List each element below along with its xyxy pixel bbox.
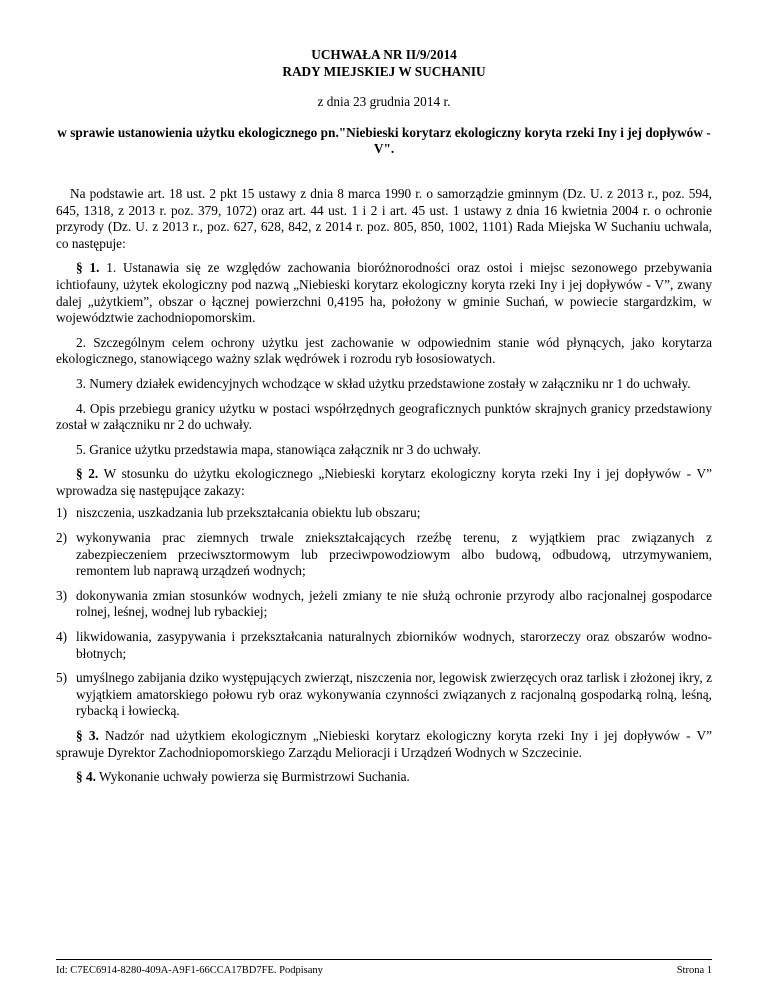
section-1-paragraph-4: 4. Opis przebiegu granicy użytku w postaci współrzędnych geograficznych punktów skrajnych granicy przedstawiony został w załączniku nr 2 do uchwały. — [56, 400, 712, 433]
resolution-title — [56, 47, 712, 80]
list-item — [56, 629, 712, 662]
list-item — [56, 588, 712, 621]
section-2-text: W stosunku do użytku ekologicznego „Niebieski korytarz ekologiczny koryta rzeki Iny i jej dopływów - V” wprowadza się następujące zakazy: — [56, 466, 712, 498]
list-item — [56, 670, 712, 720]
section-1-paragraph-3: 3. Numery działek ewidencyjnych wchodzące w skład użytku przedstawione zostały w załączniku nr 1 do uchwały. — [76, 375, 691, 391]
page-number: Strona 1 — [676, 965, 712, 976]
legal-basis: Na podstawie art. 18 ust. 2 pkt 15 ustawy z dnia 8 marca 1990 r. o samorządzie gminnym (Dz. U. z 2013 r., poz. 594, 645, 1318, z 2013 r. poz. 379, 1072) oraz art. 44 ust. 1 i 2 i art. 45 ust. 1 ustawy z dnia 16 kwietnia 2004 r. o ochronie przyrody (Dz. U. z 2013 r., poz. 627, 628, 842, z 2014 r. poz. 805, 850, 1002, 1101) Rada Miejska W Suchaniu uchwala, co następuje: — [56, 185, 712, 251]
section-1-paragraph-5: 5. Granice użytku przedstawia mapa, stanowiąca załącznik nr 3 do uchwały. — [76, 441, 481, 457]
title-line-2: RADY MIEJSKIEJ W SUCHANIU — [282, 63, 486, 79]
list-item-number: 1) — [56, 505, 68, 521]
section-1-text: 1. Ustanawia się ze względów zachowania bioróżnorodności oraz ostoi i miejsc sezonowego przebywania ichtiofauny, użytek ekologiczny pod nazwą „Niebieski korytarz ekologiczny koryta rzeki Iny i jej dopływów - V”, zwany dalej „użytkiem”, obszar o łącznej powierzchni 0,4195 ha, położony w gminie Suchań, w powiecie stargardzkim, w województwie zachodniopomorskim. — [56, 260, 713, 326]
list-item-text: likwidowania, zasypywania i przekształcania naturalnych zbiorników wodnych, starorzeczy oraz obszarów wodno-błotnych; — [76, 629, 712, 661]
section-1-paragraph-1 — [56, 260, 712, 326]
section-4-paragraph — [56, 769, 712, 786]
title-line-1: UCHWAŁA NR II/9/2014 — [311, 47, 457, 62]
resolution-subject: w sprawie ustanowienia użytku ekologicznego pn."Niebieski korytarz ekologiczny koryta rzeki Iny i jej dopływów - V". — [57, 124, 711, 157]
list-item-number: 4) — [56, 629, 68, 645]
page-footer — [56, 959, 712, 976]
section-2-mark: § 2. — [76, 466, 99, 482]
document-id: Id: C7EC6914-8280-409A-A9F1-66CCA17BD7FE. Podpisany — [56, 965, 323, 976]
list-item-number: 5) — [56, 670, 68, 686]
list-item-text: niszczenia, uszkadzania lub przekształcania obiektu lub obszaru; — [76, 505, 421, 521]
list-item-number: 2) — [56, 530, 68, 546]
section-4-mark: § 4. — [76, 769, 96, 785]
section-1-paragraph-2: 2. Szczególnym celem ochrony użytku jest zachowanie w odpowiednim stanie wód płynących, jako korytarza ekologicznego, stanowiącego ważny szlak wędrówek i rozrodu ryb łososiowatych. — [56, 334, 712, 367]
section-2-paragraph — [56, 466, 712, 499]
document-body — [56, 47, 712, 786]
section-3-paragraph — [56, 728, 712, 761]
section-4-text: Wykonanie uchwały powierza się Burmistrzowi Suchania. — [95, 769, 410, 785]
section-3-mark: § 3. — [76, 728, 99, 743]
list-item-text: wykonywania prac ziemnych trwale zniekształcających rzeźbę terenu, z wyjątkiem prac związanych z zabezpieczeniem przeciwsztormowym lub przeciwpowodziowym albo budową, odbudową, utrzymywaniem, remontem lub naprawą urządzeń wodnych; — [76, 530, 712, 579]
list-item — [56, 530, 712, 580]
section-1-mark: § 1. — [76, 260, 100, 276]
list-item-number: 3) — [56, 587, 68, 603]
list-item-text: dokonywania zmian stosunków wodnych, jeżeli zmiany te nie służą ochronie przyrody albo racjonalnej gospodarce rolnej, leśnej, wodnej lub rybackiej; — [76, 587, 712, 620]
resolution-date: z dnia 23 grudnia 2014 r. — [317, 94, 451, 110]
list-item-text: umyślnego zabijania dziko występujących zwierząt, niszczenia nor, legowisk zwierzęcych oraz tarlisk i złożonej ikry, z wyjątkiem amatorskiego połowu ryb oraz wykonywania czynności związanych z racjonalną gospodarką rolną, leśną, rybacką i łowiecką. — [76, 670, 712, 719]
section-3-text: Nadzór nad użytkiem ekologicznym „Niebieski korytarz ekologiczny koryta rzeki Iny i jej dopływów - V” sprawuje Dyrektor Zachodniopomorskiego Zarządu Melioracji i Urządzeń Wodnych w Szczecinie. — [56, 728, 712, 760]
prohibitions-list — [56, 505, 712, 720]
list-item — [56, 505, 712, 522]
